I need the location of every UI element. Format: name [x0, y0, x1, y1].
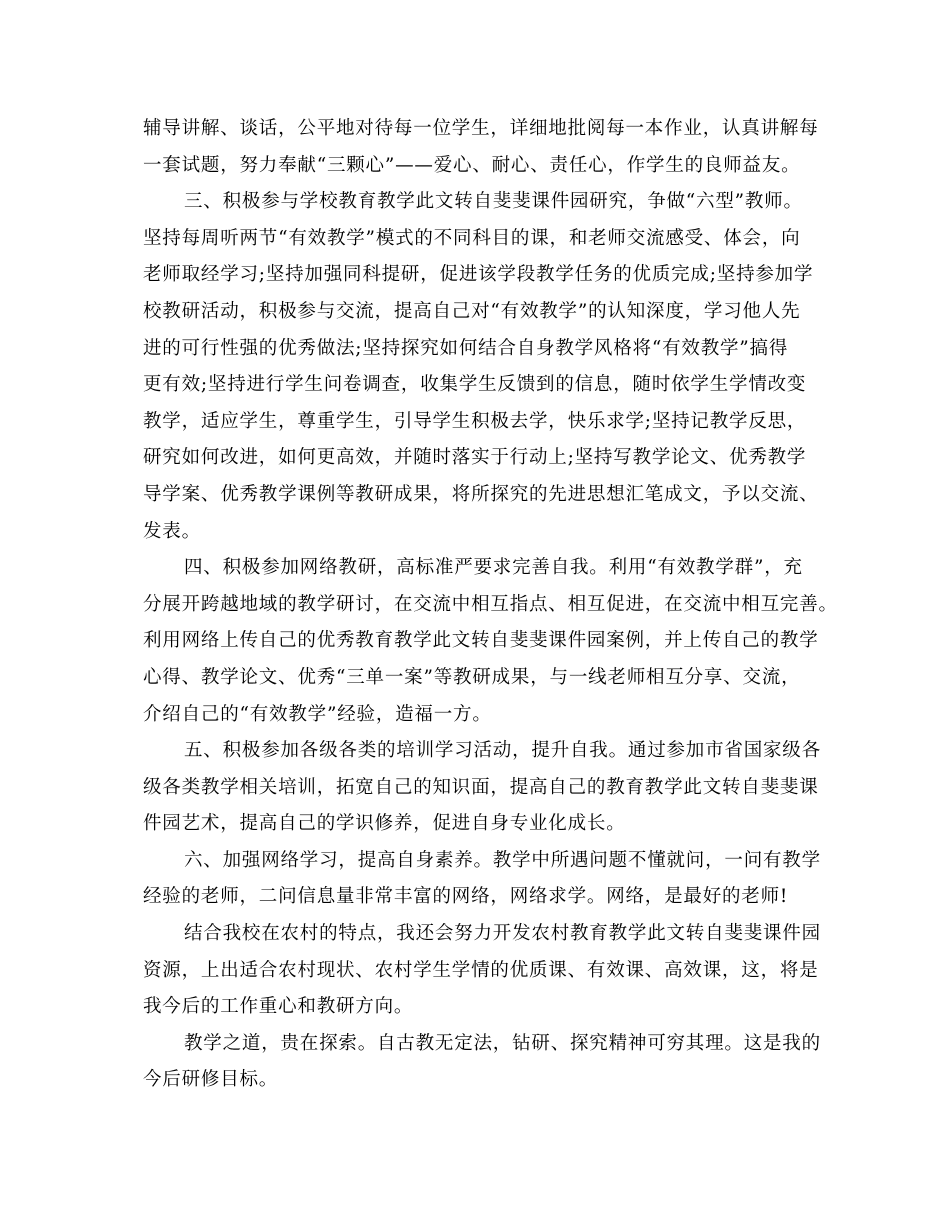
text-line: 今后研修目标。 [143, 1069, 279, 1091]
text-line: 发表。 [143, 520, 201, 542]
text-line: 资源，上出适合农村现状、农村学生学情的优质课、有效课、高效课，这，将是 [143, 959, 819, 981]
text-line: 一套试题，努力奉献“三颗心”——爱心、耐心、责任心，作学生的良师益友。 [143, 154, 801, 176]
text-line: 坚持每周听两节“有效教学”模式的不同科目的课，和老师交流感受、体会，向 [143, 227, 801, 249]
text-line: 老师取经学习;坚持加强同科提研，促进该学段教学任务的优质完成;坚持参加学 [143, 264, 814, 286]
text-line: 心得、教学论文、优秀“三单一案”等教研成果，与一线老师相互分享、交流， [143, 666, 801, 688]
paragraph-first-line: 教学之道，贵在探索。自古教无定法，钻研、探究精神可穷其理。这是我的 [184, 1032, 821, 1054]
text-line: 级各类教学相关培训，拓宽自己的知识面，提高自己的教育教学此文转自斐斐课 [143, 776, 819, 798]
document-body [143, 111, 838, 1099]
text-line: 介绍自己的“有效教学”经验，造福一方。 [143, 703, 492, 725]
text-line: 我今后的工作重心和教研方向。 [143, 996, 414, 1018]
text-line: 校教研活动，积极参与交流，提高自己对“有效教学”的认知深度，学习他人先 [143, 300, 801, 322]
text-line: 进的可行性强的优秀做法;坚持探究如何结合自身教学风格将“有效教学”搞得 [143, 337, 789, 359]
text-line: 辅导讲解、谈话，公平地对待每一位学生，详细地批阅每一本作业，认真讲解每 [143, 118, 819, 139]
paragraph-first-line: 三、积极参与学校教育教学此文转自斐斐课件园研究，争做“六型”教师。 [184, 191, 803, 213]
text-line: 教学，适应学生，尊重学生，引导学生积极去学，快乐求学;坚持记教学反思， [143, 410, 807, 432]
text-line: 更有效;坚持进行学生问卷调查，收集学生反馈到的信息，随时依学生学情改变 [143, 374, 807, 396]
paragraph-first-line: 结合我校在农村的特点，我还会努力开发农村教育教学此文转自斐斐课件园 [184, 923, 821, 945]
text-line: 导学案、优秀教学课例等教研成果，将所探究的先进思想汇笔成文，予以交流、 [143, 483, 819, 505]
paragraph-first-line: 六、加强网络学习，提高自身素养。教学中所遇问题不懂就问，一问有教学 [184, 849, 821, 871]
text-line: 利用网络上传自己的优秀教育教学此文转自斐斐课件园案例，并上传自己的教学 [143, 630, 819, 652]
text-line: 经验的老师，二问信息量非常丰富的网络，网络求学。网络，是最好的老师! [143, 886, 789, 908]
paragraph-first-line: 五、积极参加各级各类的培训学习活动，提升自我。通过参加市省国家级各 [184, 740, 821, 762]
text-line: 研究如何改进，如何更高效，并随时落实于行动上;坚持写教学论文、优秀教学 [143, 447, 807, 469]
text-line: 件园艺术，提高自己的学识修养，促进自身专业化成长。 [143, 813, 626, 835]
text-line: 分展开跨越地域的教学研讨，在交流中相互指点、相互促进，在交流中相互完善。 [143, 593, 838, 615]
paragraph-first-line: 四、积极参加网络教研，高标准严要求完善自我。利用“有效教学群”，充 [184, 557, 803, 579]
